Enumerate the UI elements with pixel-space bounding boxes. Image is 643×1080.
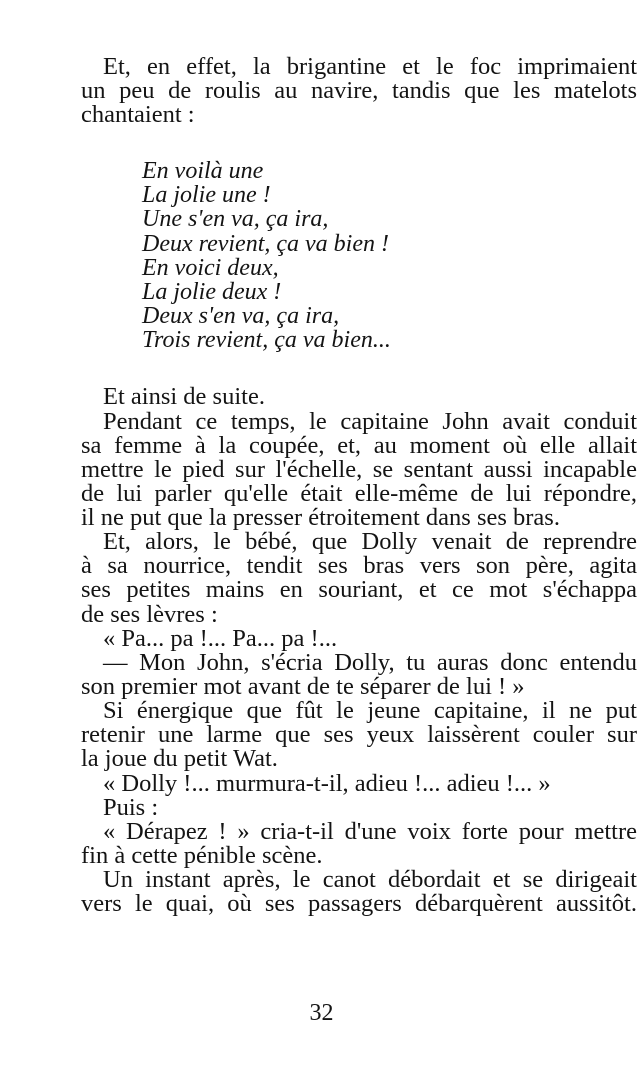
paragraph-1-line-2: un peu de roulis au navire, tandis que les matelots	[81, 77, 637, 104]
paragraph-7-line-3: la joue du petit Wat.	[81, 745, 278, 772]
song-line-7: Deux s'en va, ça ira,	[142, 303, 340, 329]
paragraph-11-line-2: vers le quai, où ses passagers débarquèrent aussitôt.	[81, 890, 637, 917]
paragraph-3-line-1: Pendant ce temps, le capitaine John avait conduit	[103, 408, 637, 435]
paragraph-10-line-1: « Dérapez ! » cria-t-il d'une voix forte pour mettre	[103, 818, 637, 845]
paragraph-3-line-5: il ne put que la presser étroitement dans ses bras.	[81, 504, 560, 531]
paragraph-10-line-2: fin à cette pénible scène.	[81, 842, 323, 869]
song-line-5: En voici deux,	[142, 255, 279, 281]
paragraph-7-line-2: retenir une larme que ses yeux laissèrent couler sur	[81, 721, 637, 748]
paragraph-3-line-2: sa femme à la coupée, et, au moment où elle allait	[81, 432, 637, 459]
paragraph-1-line-3: chantaient :	[81, 101, 195, 128]
paragraph-3-line-3: mettre le pied sur l'échelle, se sentant aussi incapable	[81, 456, 637, 483]
paragraph-11-line-1: Un instant après, le canot débordait et se dirigeait	[103, 866, 637, 893]
paragraph-2-line-1: Et ainsi de suite.	[103, 383, 265, 410]
paragraph-9-line-1: Puis :	[103, 794, 159, 821]
paragraph-4-line-3: ses petites mains en souriant, et ce mot s'échappa	[81, 576, 637, 603]
paragraph-5-line-1: « Pa... pa !... Pa... pa !...	[103, 625, 338, 652]
song-line-1: En voilà une	[142, 158, 264, 184]
song-line-3: Une s'en va, ça ira,	[142, 206, 329, 232]
song-line-8: Trois revient, ça va bien...	[142, 327, 391, 353]
paragraph-8-line-1: « Dolly !... murmura-t-il, adieu !... adieu !... »	[103, 770, 551, 797]
song-line-6: La jolie deux !	[142, 279, 282, 305]
paragraph-4-line-2: à sa nourrice, tendit ses bras vers son père, agita	[81, 552, 637, 579]
paragraph-7-line-1: Si énergique que fût le jeune capitaine, il ne put	[103, 697, 637, 724]
page-number: 32	[309, 1000, 334, 1026]
paragraph-6-line-1: — Mon John, s'écria Dolly, tu auras donc entendu	[103, 649, 637, 676]
paragraph-3-line-4: de lui parler qu'elle était elle-même de lui répondre,	[81, 480, 637, 507]
song-line-2: La jolie une !	[142, 182, 271, 208]
paragraph-4-line-1: Et, alors, le bébé, que Dolly venait de reprendre	[103, 528, 637, 555]
paragraph-1-line-1: Et, en effet, la brigantine et le foc imprimaient	[103, 53, 637, 80]
song-line-4: Deux revient, ça va bien !	[142, 231, 389, 257]
paragraph-6-line-2: son premier mot avant de te séparer de lui ! »	[81, 673, 525, 700]
paragraph-4-line-4: de ses lèvres :	[81, 601, 218, 628]
